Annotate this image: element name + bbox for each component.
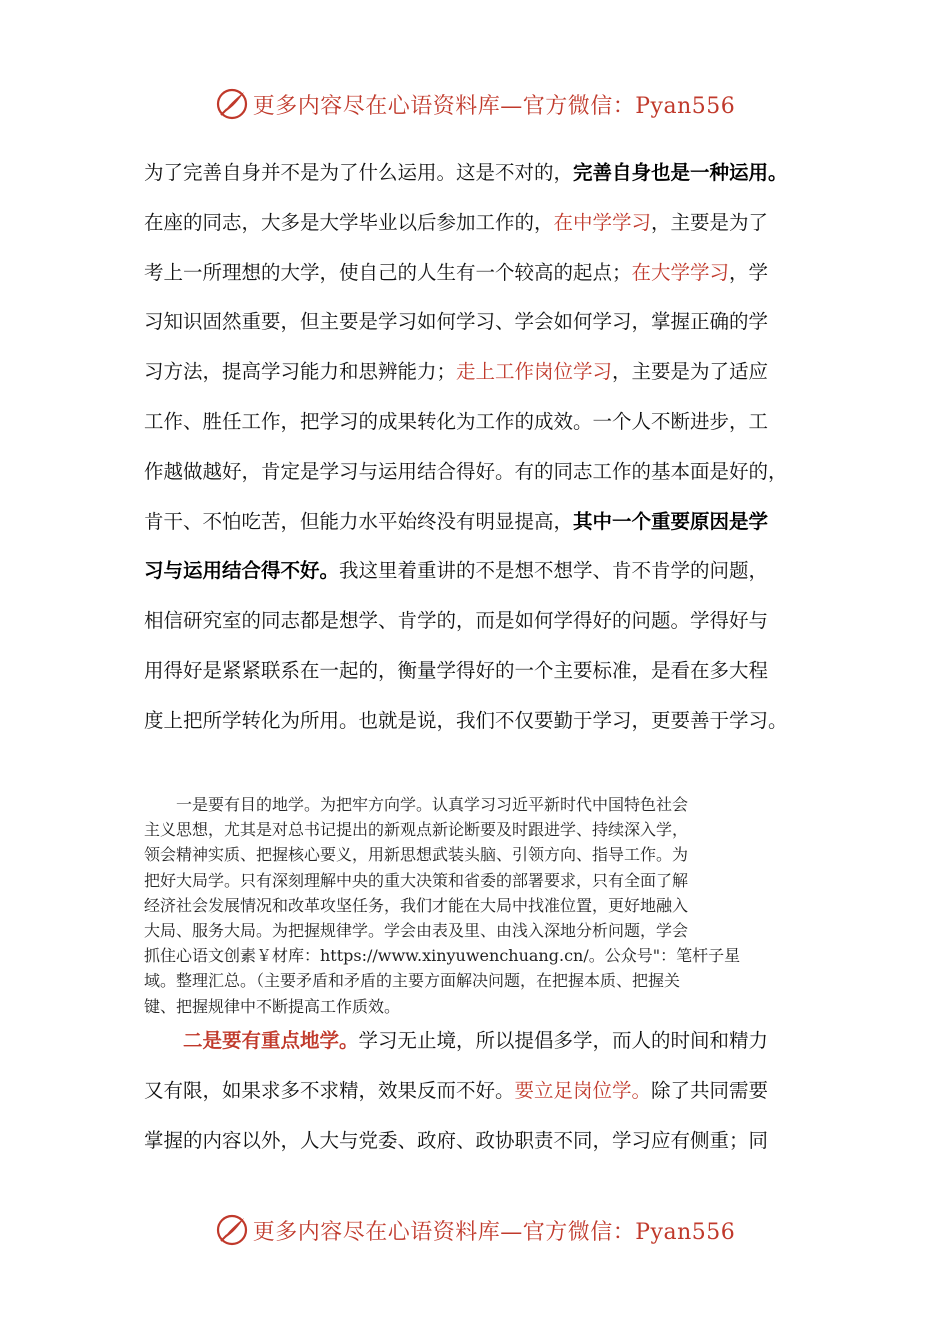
text-line: 抓住心语文创素￥材库：https://www.xinyuwenchuang.cn/。公众号"：笔杆子星 (144, 946, 741, 966)
text-line: 一是要有目的地学。为把牢方向学。认真学习习近平新时代中国特色社会 (144, 795, 689, 814)
paragraph-section-3 (144, 1016, 824, 1165)
text-line: 度上把所学转化为所用。也就是说，我们不仅要勤于学习，更要善于学习。 (144, 708, 788, 732)
highlight-red: 走上工作岗位学习 (456, 360, 613, 384)
text-line: 领会精神实质、把握核心要义，用新思想武装头脑、引领方向、指导工作。为 (144, 845, 689, 865)
text-line: 作越做越好，肯定是学习与运用结合得好。有的同志工作的基本面是好的， (144, 459, 788, 483)
text-line: 经济社会发展情况和改革攻坚任务，我们才能在大局中找准位置，更好地融入 (144, 895, 689, 915)
text-line: 二是要有重点地学。学习无止境，所以提倡多学，而人的时间和精力 (183, 1029, 769, 1052)
highlight-red: 在大学学习 (631, 260, 730, 284)
text-line: 大局、服务大局。为把握规律学。学会由表及里、由浅入深地分析问题，学会 (144, 920, 689, 940)
wechat-id: Pyan556 (635, 93, 736, 119)
quill-logo-icon (215, 87, 249, 121)
banner-text: 更多内容尽在心语资料库—官方微信：Pyan556 (252, 1219, 736, 1245)
banner-text: 更多内容尽在心语资料库—官方微信：Pyan556 (252, 93, 736, 119)
text-line: 主义思想，尤其是对总书记提出的新观点新论断要及时跟进学、持续深入学， (144, 820, 689, 840)
text-line: 习知识固然重要，但主要是学习如何学习、学会如何学习，掌握正确的学 (144, 310, 769, 334)
wechat-id: Pyan556 (635, 1219, 736, 1245)
text-line: 习方法，提高学习能力和思辨能力；走上工作岗位学习，主要是为了适应 (144, 360, 769, 384)
text-line: 用得好是紧紧联系在一起的，衡量学得好的一个主要标准，是看在多大程 (144, 658, 769, 682)
text-line: 在座的同志，大多是大学毕业以后参加工作的，在中学学习，主要是为了 (144, 210, 769, 234)
text-line: 肯干、不怕吃苦，但能力水平始终没有明显提高，其中一个重要原因是学 (144, 509, 769, 533)
text-line: 域。整理汇总。（主要矛盾和矛盾的主要方面解决问题，在把握本质、把握关 (144, 971, 681, 991)
heading-red: 二是要有重点地学。 (183, 1029, 359, 1052)
text-line: 考上一所理想的大学，使自己的人生有一个较高的起点；在大学学习，学 (144, 260, 769, 284)
header-banner (0, 84, 950, 124)
text-line: 把好大局学。只有深刻理解中央的重大决策和省委的部署要求，只有全面了解 (144, 870, 689, 890)
text-line: 为了完善自身并不是为了什么运用。这是不对的，完善自身也是一种运用。 (144, 161, 788, 184)
text-line: 相信研究室的同志都是想学、肯学的，而是如何学得好的问题。学得好与 (144, 609, 769, 633)
paragraph-section-1 (144, 148, 824, 746)
text-line: 工作、胜任工作，把学习的成果转化为工作的成效。一个人不断进步，工 (144, 409, 769, 433)
text-line: 键、把握规律中不断提高工作质效。 (144, 996, 401, 1016)
highlight-red: 在中学学习 (553, 210, 652, 234)
paragraph-section-2 (144, 792, 824, 1019)
quill-logo-icon (215, 1213, 249, 1247)
footer-banner (0, 1210, 950, 1250)
text-line: 掌握的内容以外，人大与党委、政府、政协职责不同，学习应有侧重；同 (144, 1128, 769, 1152)
text-line: 又有限，如果求多不求精，效果反而不好。要立足岗位学。除了共同需要 (144, 1078, 769, 1102)
text-line: 习与运用结合得不好。我这里着重讲的不是想不想学、肯不肯学的问题， (144, 559, 769, 583)
highlight-red: 要立足岗位学。 (514, 1078, 652, 1102)
